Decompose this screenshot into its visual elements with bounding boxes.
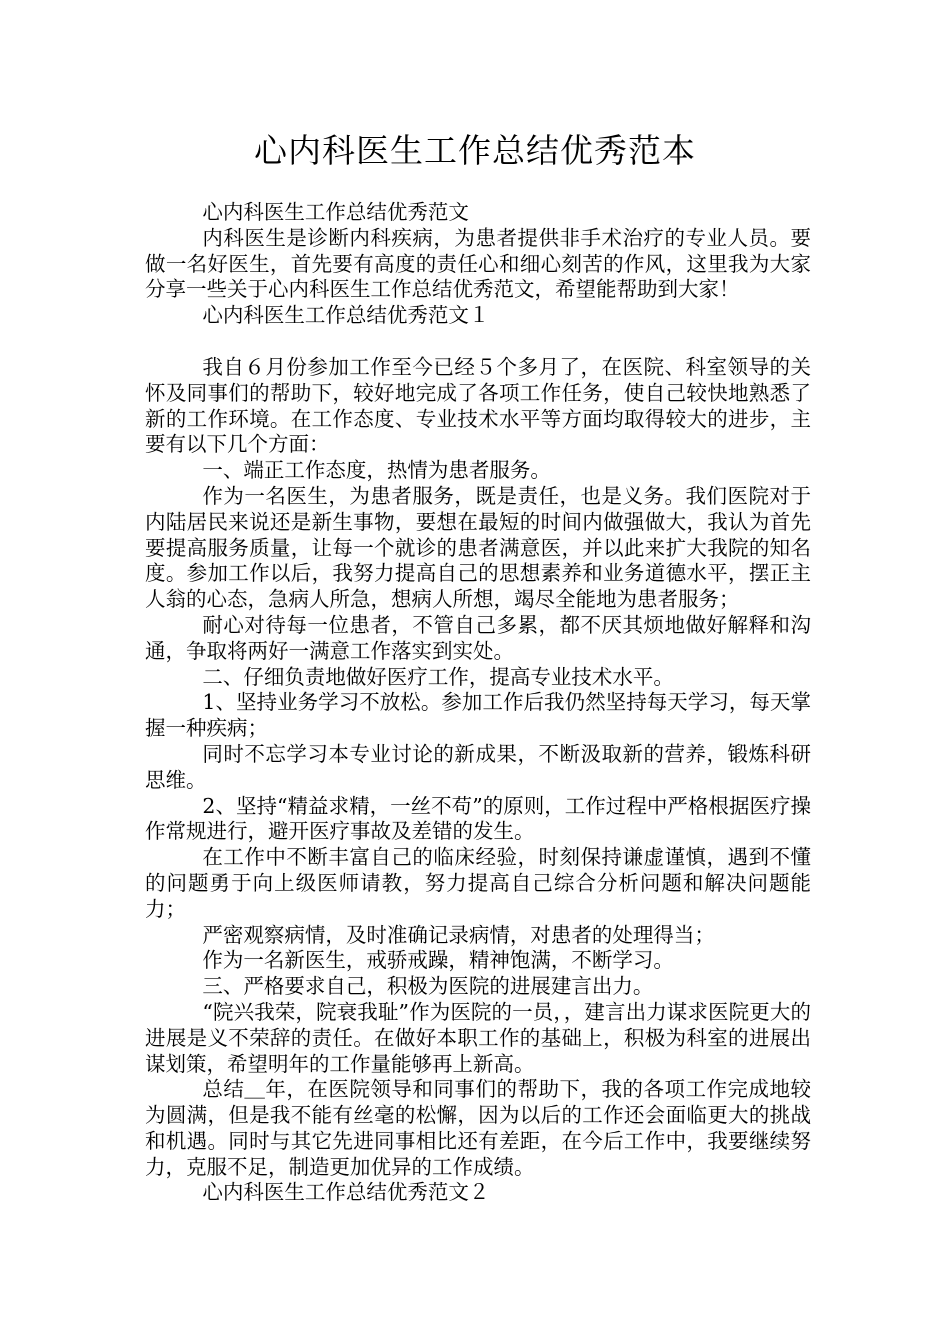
body-paragraph: 总结＿年，在医院领导和同事们的帮助下，我的各项工作完成地较为圆满，但是我不能有丝毫的松懈，因为以后的工作还会面临更大的挑战和机遇。同时与其它先进同事相比还有差距，在今后工作中，我要继续努力，克服不足，制造更加优异的工作成绩。 xyxy=(145,1077,811,1179)
body-paragraph: 同时不忘学习本专业讨论的新成果，不断汲取新的营养，锻炼科研思维。 xyxy=(145,741,811,792)
document-title: 心内科医生工作总结优秀范本 xyxy=(254,131,696,170)
point-heading-1: 一、端正工作态度，热情为患者服务。 xyxy=(202,458,551,483)
body-paragraph: 我自６月份参加工作至今已经５个多月了，在医院、科室领导的关怀及同事们的帮助下，较好地完成了各项工作任务，使自己较快地熟悉了新的工作环境。在工作态度、专业技术水平等方面均取得较大的进步，主要有以下几个方面： xyxy=(145,354,811,457)
section-heading-2: 心内科医生工作总结优秀范文２ xyxy=(202,1180,490,1205)
point-heading-2: 二、仔细负责地做好医疗工作，提高专业技术水平。 xyxy=(202,664,674,689)
body-paragraph: 2、坚持“精益求精，一丝不苟”的原则，工作过程中严格根据医疗操作常规进行，避开医疗事故及差错的发生。 xyxy=(145,793,811,844)
document-body xyxy=(145,200,811,1206)
section-heading-1: 心内科医生工作总结优秀范文１ xyxy=(202,303,490,328)
body-paragraph: 1、坚持业务学习不放松。参加工作后我仍然坚持每天学习，每天掌握一种疾病； xyxy=(145,690,811,741)
intro-paragraph: 内科医生是诊断内科疾病，为患者提供非手术治疗的专业人员。要做一名好医生，首先要有高度的责任心和细心刻苦的作风，这里我为大家分享一些关于心内科医生工作总结优秀范文，希望能帮助到大家！ xyxy=(145,225,811,302)
body-paragraph: 作为一名新医生，戒骄戒躁，精神饱满，不断学习。 xyxy=(202,948,674,973)
body-paragraph: 在工作中不断丰富自己的临床经验，时刻保持谦虚谨慎，遇到不懂的问题勇于向上级医师请教，努力提高自己综合分析问题和解决问题能力； xyxy=(145,845,811,921)
body-paragraph: 耐心对待每一位患者，不管自己多累，都不厌其烦地做好解释和沟通，争取将两好一满意工作落实到实处。 xyxy=(145,612,811,663)
body-paragraph: “院兴我荣，院衰我耻”作为医院的一员，，建言出力谋求医院更大的进展是义不荣辞的责任。在做好本职工作的基础上，积极为科室的进展出谋划策，希望明年的工作量能够再上新高。 xyxy=(145,999,811,1076)
body-paragraph: 严密观察病情，及时准确记录病情，对患者的处理得当； xyxy=(202,922,715,947)
point-heading-3: 三、严格要求自己，积极为医院的进展建言出力。 xyxy=(202,974,654,999)
blank-line xyxy=(145,329,811,355)
subtitle-paragraph: 心内科医生工作总结优秀范文 xyxy=(202,200,469,224)
body-paragraph: 作为一名医生，为患者服务，既是责任，也是义务。我们医院对于内陆居民来说还是新生事物，要想在最短的时间内做强做大，我认为首先要提高服务质量，让每一个就诊的患者满意医，并以此来扩大我院的知名度。参加工作以后，我努力提高自己的思想素养和业务道德水平，摆正主人翁的心态，急病人所急，想病人所想，竭尽全能地为患者服务； xyxy=(145,483,811,612)
